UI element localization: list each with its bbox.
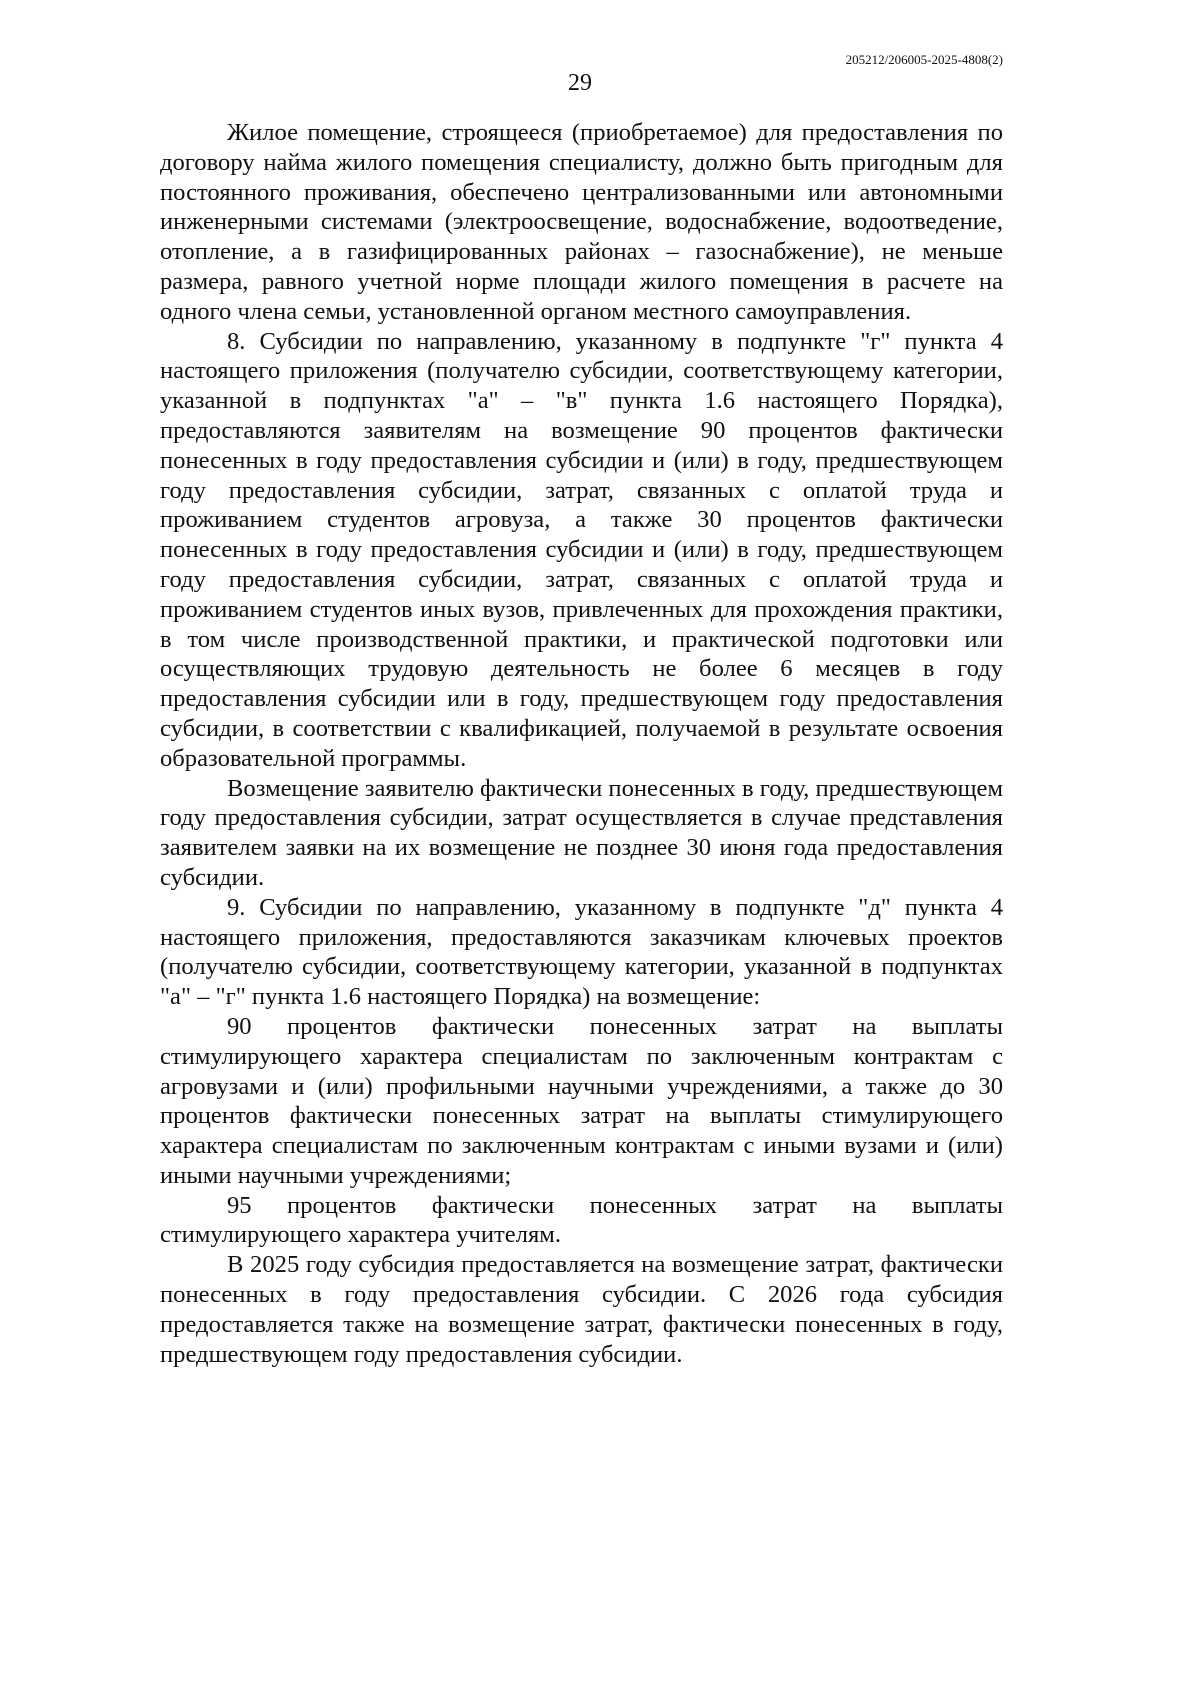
paragraph-housing-requirements: Жилое помещение, строящееся (приобретаемое) для предоставления по договору найма жилого помещения специалисту, должно быть пригодным для постоянного проживания, обеспечено централизованными или автономными инженерными системами (электроосвещение, водоснабжение, водоотведение, отопление, а в газифицированных районах – газоснабжение), не меньше размера, равного учетной норме площади жилого помещения в расчете на одного члена семьи, установленной органом местного самоуправления.: [160, 119, 1003, 325]
paragraph-item-9-subsidies: 9. Субсидии по направлению, указанному в подпункте "д" пункта 4 настоящего приложения, предоставляются заказчикам ключевых проектов (получателю субсидии, соответствующему категории, указанной в подпунктах "а" – "г" пункта 1.6 настоящего Порядка) на возмещение:: [160, 893, 1003, 1011]
paragraph-95-percent-teachers: 95 процентов фактически понесенных затрат на выплаты стимулирующего характера учителям.: [160, 1191, 1003, 1249]
paragraph-item-8-subsidies: 8. Субсидии по направлению, указанному в подпункте "г" пункта 4 настоящего приложения (получателю субсидии, соответствующему категории, указанной в подпунктах "а" – "в" пункта 1.6 настоящего Порядка), предоставляются заявителям на возмещение 90 процентов фактически понесенных в году предоставления субсидии и (или) в году, предшествующем году предоставления субсидии, затрат, связанных с оплатой труда и проживанием студентов агровуза, а также 30 процентов фактически понесенных в году предоставления субсидии и (или) в году, предшествующем году предоставления субсидии, затрат, связанных с оплатой труда и проживанием студентов иных вузов, привлеченных для прохождения практики, в том числе производственной практики, и практической подготовки или осуществляющих трудовую деятельность не более 6 месяцев в году предоставления субсидии или в году, предшествующем году предоставления субсидии, в соответствии с квалификацией, получаемой в результате освоения образовательной программы.: [160, 327, 1003, 772]
paragraph-reimbursement-deadline: Возмещение заявителю фактически понесенных в году, предшествующем году предоставления субсидии, затрат осуществляется в случае представления заявителем заявки на их возмещение не позднее 30 июня года предоставления субсидии.: [160, 774, 1004, 891]
document-body: [160, 118, 1003, 1369]
page-number: 29: [568, 70, 592, 96]
document-registration-number: 205212/206005-2025-4808(2): [845, 52, 1003, 67]
paragraph-90-percent-specialists: 90 процентов фактически понесенных затрат на выплаты стимулирующего характера специалистам по заключенным контрактам с агровузами и (или) профильными научными учреждениями, а также до 30 процентов фактически понесенных затрат на выплаты стимулирующего характера специалистам по заключенным контрактам с иными вузами и (или) иными научными учреждениями;: [160, 1012, 1003, 1189]
paragraph-2025-2026-rules: В 2025 году субсидия предоставляется на возмещение затрат, фактически понесенных в году предоставления субсидии. С 2026 года субсидия предоставляется также на возмещение затрат, фактически понесенных в году, предшествующем году предоставления субсидии.: [160, 1251, 1003, 1368]
